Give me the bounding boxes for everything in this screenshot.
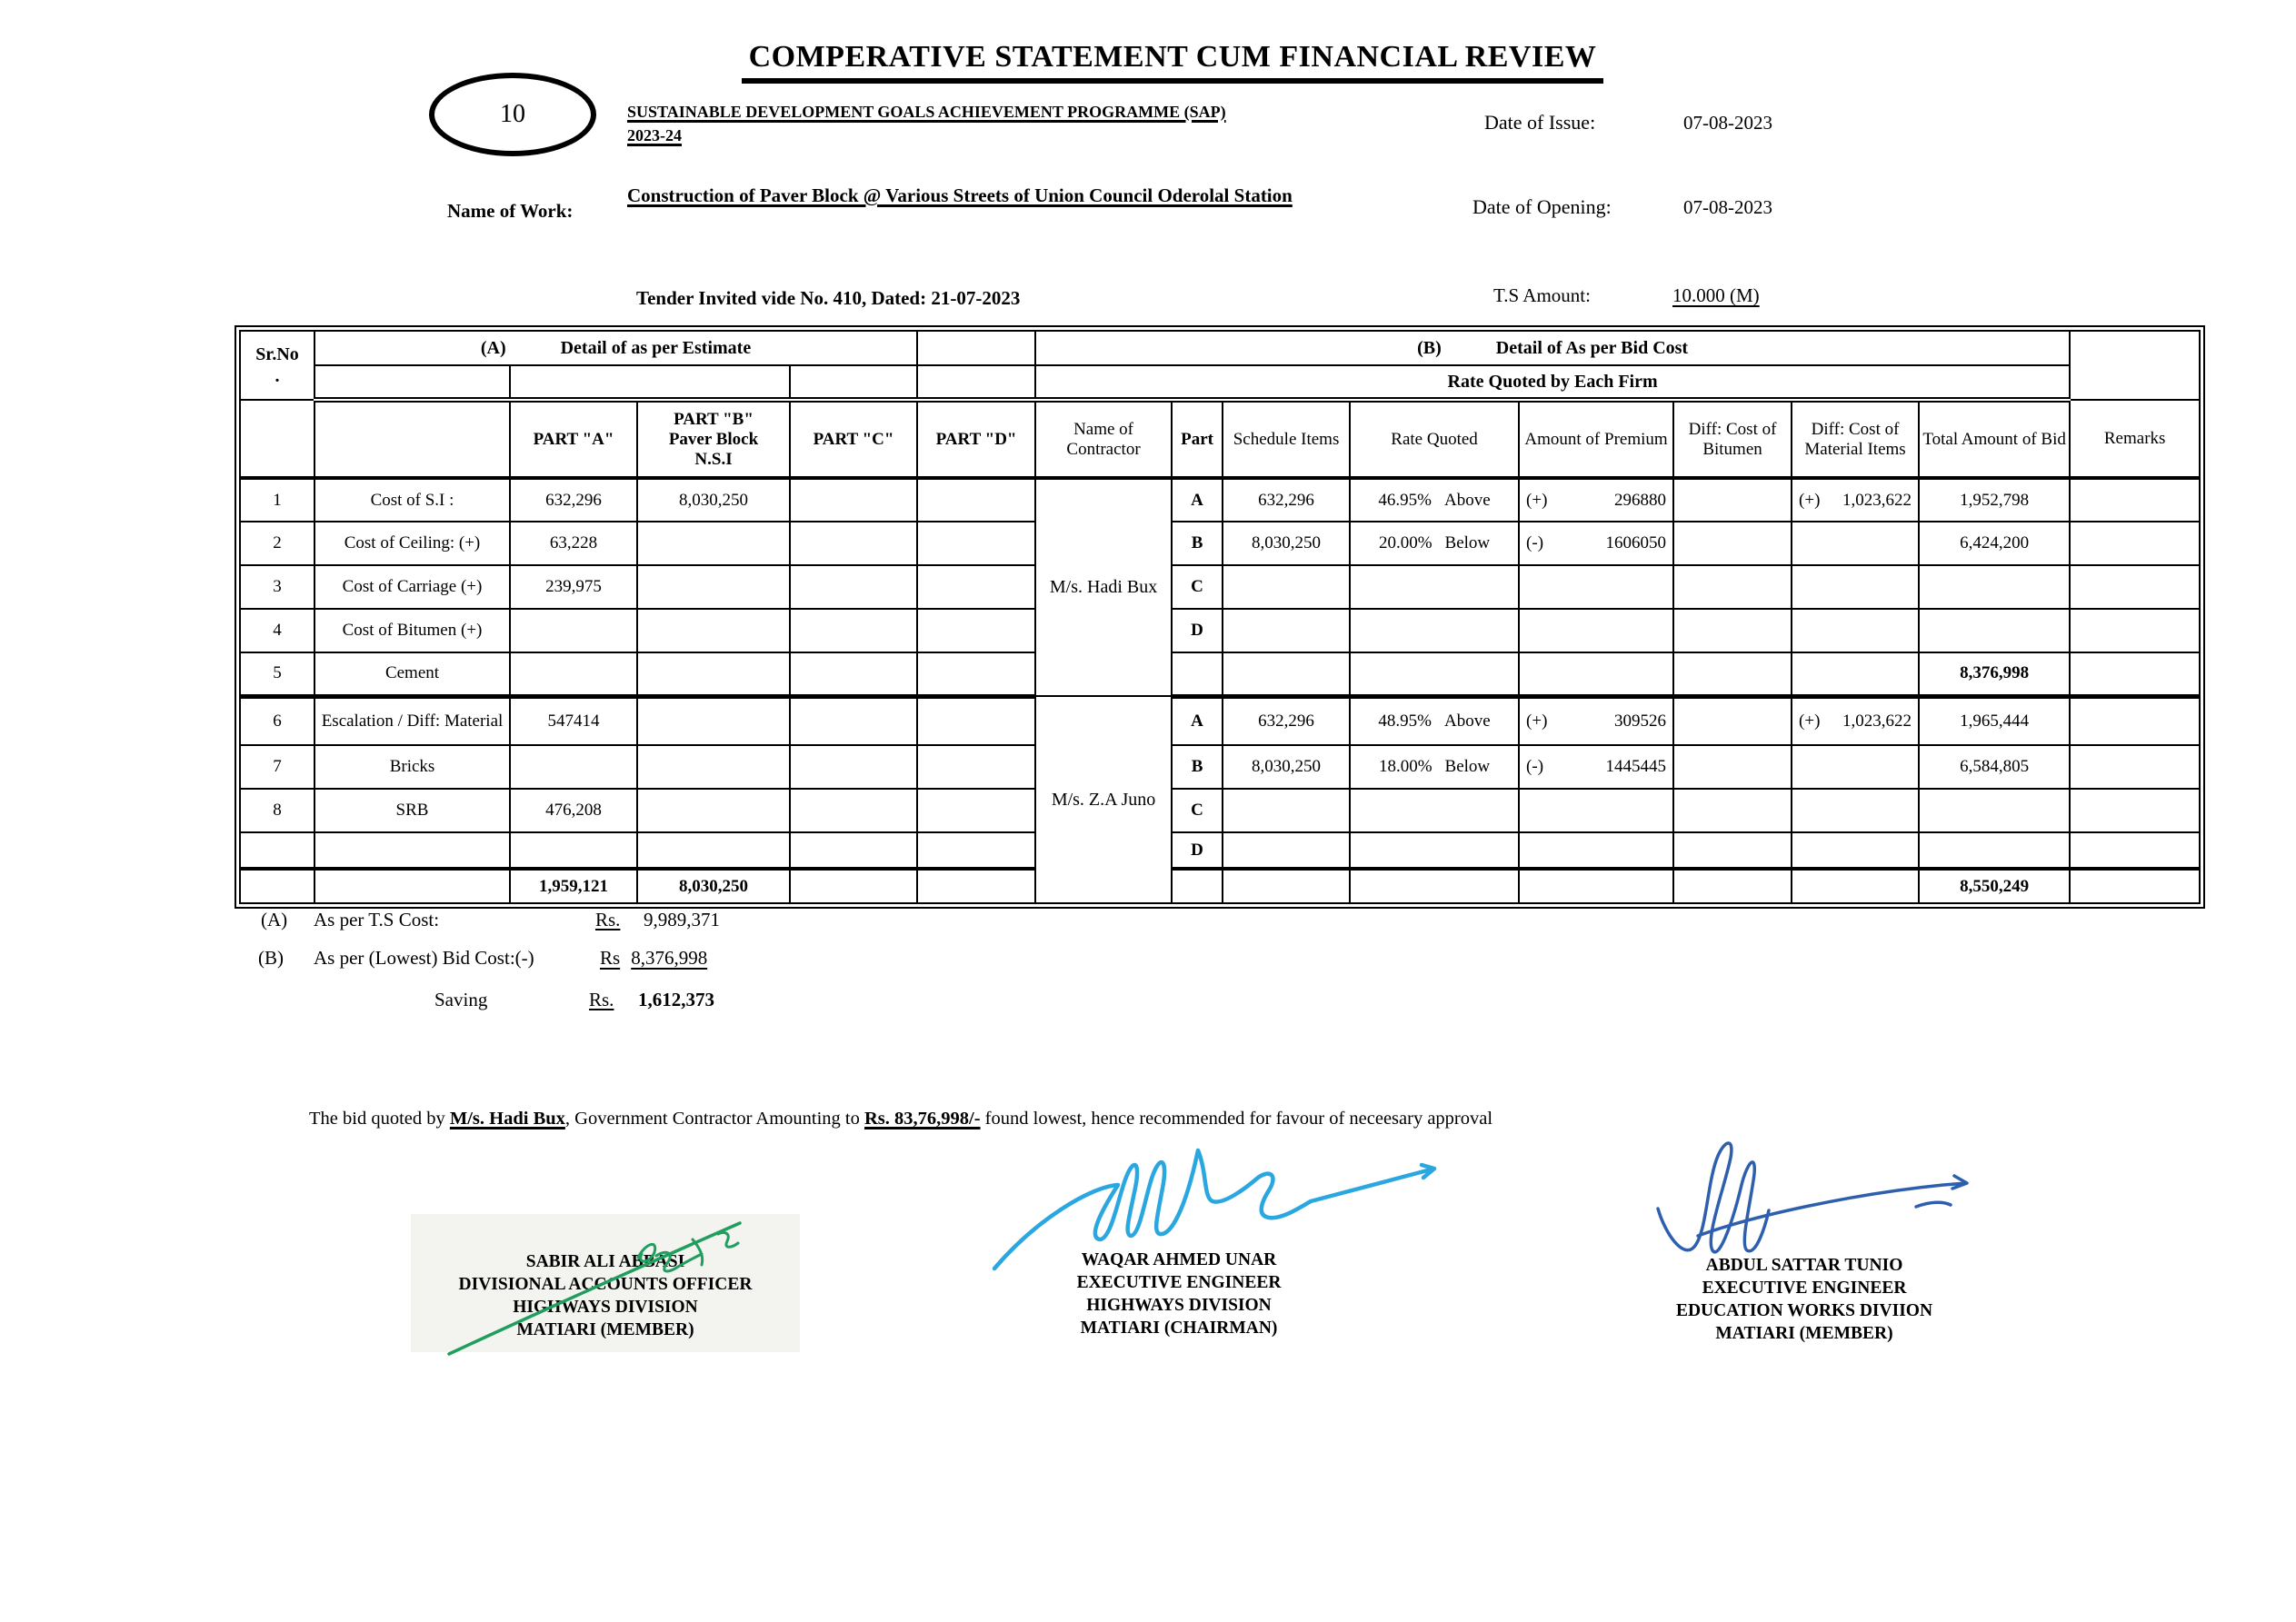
cell-subtotal-za-juno: 8,550,249 [1919,869,2070,903]
section-b-tag: (B) [1417,337,1442,358]
cell-material [1792,789,1919,832]
cell-est-a [510,832,637,869]
cell-part-letter: A [1172,696,1223,745]
page-title [545,40,1800,84]
item-number-circle [429,73,596,156]
rate-pct: 46.95% [1378,490,1432,510]
cell-desc: SRB [314,789,510,832]
prem-val: 1445445 [1605,757,1667,776]
cell-total [1919,609,2070,652]
cell-est-a: 63,228 [510,522,637,565]
cell-bitumen [1673,832,1792,869]
programme-subtitle: SUSTAINABLE DEVELOPMENT GOALS ACHIEVEMENT PROGRAMME (SAP) 2023-24 [627,103,1226,145]
signatory-block-member-1 [405,1250,805,1341]
col-part-d: PART "D" [917,400,1035,478]
summary-b-tag: (B) [258,947,284,969]
cell-est-b [637,696,790,745]
cell-material [1792,696,1919,745]
signatory-name: WAQAR AHMED UNAR [1081,1250,1277,1269]
cell-total: 1,952,798 [1919,478,2070,522]
blank-cell [790,365,917,400]
mat-val: 1,023,622 [1842,490,1912,510]
cell-total [1919,565,2070,609]
cell-est-c [790,478,917,522]
col-bitumen: Diff: Cost of Bitumen [1673,400,1792,478]
section-a-tag: (A) [480,337,506,358]
cell-est-a: 632,296 [510,478,637,522]
cell-remarks [2070,745,2200,789]
cell-est-d [917,745,1035,789]
cell-total: 1,965,444 [1919,696,2070,745]
summary-saving-rs: Rs. [589,989,614,1010]
header-srno-dot: . [275,366,280,386]
blank-cell [1519,869,1673,903]
prem-sign: (-) [1526,533,1544,552]
header-row-columns [240,400,2200,478]
cell-est-c [790,745,917,789]
reco-amount: Rs. 83,76,998/- [863,1109,981,1129]
summary-b-amount [600,947,707,970]
table-row-grand-total [240,869,2200,903]
name-of-work-value: Construction of Paver Block @ Various Streets of Union Council Oderolal Station [627,184,1293,206]
blank-cell [240,869,314,903]
cell-schedule: 632,296 [1223,696,1350,745]
cell-bitumen [1673,745,1792,789]
col-part-a: PART "A" [510,400,637,478]
table-row [240,609,2200,652]
cell-contractor-za-juno: M/s. Z.A Juno [1035,696,1172,903]
date-of-issue-value: 07-08-2023 [1683,112,1772,134]
header-section-a [314,331,917,365]
section-a-title: Detail of as per Estimate [560,337,752,358]
reco-pre: The bid quoted by [309,1109,450,1129]
signature-stroke [1658,1143,1967,1252]
cell-desc: Cost of Bitumen (+) [314,609,510,652]
cell-premium [1519,832,1673,869]
date-of-opening-label: Date of Opening: [1472,195,1612,218]
cell-schedule: 8,030,250 [1223,522,1350,565]
signatory-name: SABIR ALI ABBASI [525,1252,685,1271]
cell-est-c [790,789,917,832]
cell-est-c [790,832,917,869]
mat-val: 1,023,622 [1842,711,1912,731]
rate-dir: Above [1444,490,1491,510]
rate-dir: Below [1444,533,1491,552]
cell-bitumen [1673,478,1792,522]
cell-est-c [790,696,917,745]
cell-remarks [2070,789,2200,832]
cell-rate [1350,478,1519,522]
col-part-b-line2: Paver Block [668,429,759,449]
cell-est-d [917,832,1035,869]
cell-rate [1350,789,1519,832]
signatory-name: ABDUL SATTAR TUNIO [1705,1256,1903,1275]
date-of-opening-value: 07-08-2023 [1683,196,1772,218]
mat-sign: (+) [1799,711,1821,731]
cell-sr: 7 [240,745,314,789]
cell-subtotal-hadi-bux: 8,376,998 [1919,652,2070,696]
cell-rate [1350,565,1519,609]
blank-cell [1673,652,1792,696]
table-row [240,789,2200,832]
cell-part-letter: C [1172,565,1223,609]
cell-desc [314,832,510,869]
rate-dir: Below [1444,757,1491,776]
cell-est-d [917,478,1035,522]
cell-material [1792,745,1919,789]
cell-premium [1519,522,1673,565]
signatory-role: MATIARI (MEMBER) [1715,1324,1893,1343]
signatory-title: EXECUTIVE ENGINEER [1702,1279,1907,1298]
cell-sr [240,832,314,869]
signatory-dept: EDUCATION WORKS DIVIION [1675,1301,1933,1320]
blank-cell [314,365,510,400]
cell-est-d [917,696,1035,745]
col-part-b [637,400,790,478]
blank-cell [314,869,510,903]
header-row-sections [240,331,2200,365]
cell-remarks [2070,832,2200,869]
cell-part-letter: D [1172,609,1223,652]
prem-val: 309526 [1614,711,1667,731]
cell-desc: Cost of Ceiling: (+) [314,522,510,565]
prem-val: 296880 [1614,490,1667,510]
cell-sr: 3 [240,565,314,609]
section-b-title: Detail of As per Bid Cost [1495,337,1689,358]
blank-cell [1223,869,1350,903]
blank-cell [1792,869,1919,903]
blank-cell [1223,652,1350,696]
cell-est-c [790,609,917,652]
cell-remarks [2070,565,2200,609]
cell-total-part-b: 8,030,250 [637,869,790,903]
table-row [240,565,2200,609]
cell-premium [1519,565,1673,609]
signatory-block-member-2 [1604,1254,2004,1345]
col-rate: Rate Quoted [1350,400,1519,478]
blank-cell [2070,652,2200,696]
reco-post: found lowest, hence recommended for favour of neceesary approval [980,1109,1493,1129]
cell-remarks [2070,609,2200,652]
cell-est-b: 8,030,250 [637,478,790,522]
cell-est-a: 476,208 [510,789,637,832]
cell-premium [1519,609,1673,652]
rate-pct: 48.95% [1378,711,1432,731]
cell-premium [1519,789,1673,832]
cell-est-a [510,745,637,789]
cell-est-b [637,609,790,652]
cell-rate [1350,609,1519,652]
header-remarks-gap [2070,331,2200,400]
cell-contractor-hadi-bux: M/s. Hadi Bux [1035,478,1172,696]
header-srno-text: Sr.No [255,344,299,364]
cell-total [1919,789,2070,832]
cell-total-part-a: 1,959,121 [510,869,637,903]
cell-est-c [790,522,917,565]
reco-contractor: M/s. Hadi Bux [449,1109,565,1129]
col-total: Total Amount of Bid [1919,400,2070,478]
cell-total: 6,584,805 [1919,745,2070,789]
date-of-issue-label: Date of Issue: [1484,111,1596,134]
summary-b-value: 8,376,998 [631,947,708,969]
cell-part-letter: A [1172,478,1223,522]
page-title-text: COMPERATIVE STATEMENT CUM FINANCIAL REVIEW [742,40,1604,84]
blank-cell [917,365,1035,400]
col-contractor: Name of Contractor [1035,400,1172,478]
ts-amount-value: 10.000 (M) [1672,284,1760,306]
cell-est-b [637,652,790,696]
header-gap-cell [917,331,1035,365]
summary-saving-label: Saving [434,989,488,1010]
cell-desc: Bricks [314,745,510,789]
cell-est-d [917,522,1035,565]
cell-part-letter: B [1172,745,1223,789]
cell-rate [1350,696,1519,745]
rate-quoted-banner: Rate Quoted by Each Firm [1035,365,2070,400]
cell-remarks [2070,696,2200,745]
cell-premium [1519,696,1673,745]
cell-desc: Escalation / Diff: Material [314,696,510,745]
cell-est-d [917,565,1035,609]
cell-bitumen [1673,565,1792,609]
cell-sr: 2 [240,522,314,565]
cell-material [1792,609,1919,652]
cell-desc: Cost of S.I : [314,478,510,522]
recommendation-line [309,1109,1800,1129]
cell-desc: Cost of Carriage (+) [314,565,510,609]
summary-saving-value: 1,612,373 [638,989,714,1010]
signatory-role: MATIARI (CHAIRMAN) [1080,1318,1278,1338]
cell-sr: 6 [240,696,314,745]
signatory-dept: HIGHWAYS DIVISION [513,1298,698,1317]
cell-est-a [510,609,637,652]
cell-rate [1350,745,1519,789]
reco-mid: , Government Contractor Amounting to [564,1109,864,1129]
cell-est-b [637,832,790,869]
table-row [240,832,2200,869]
table-row [240,745,2200,789]
prem-sign: (+) [1526,490,1548,510]
blank-cell [2070,869,2200,903]
col-premium: Amount of Premium [1519,400,1673,478]
signatory-block-chairman [979,1249,1379,1339]
signatory-dept: HIGHWAYS DIVISION [1086,1296,1272,1315]
blank-cell [790,869,917,903]
summary-a-rs: Rs. [595,909,621,930]
col-remarks: Remarks [2070,400,2200,478]
summary-a-label: As per T.S Cost: [314,909,440,930]
table-row [240,696,2200,745]
table-row [240,478,2200,522]
name-of-work-label: Name of Work: [447,200,574,222]
blank-cell [1350,869,1519,903]
cell-est-b [637,789,790,832]
comparative-table [239,330,2201,904]
tender-invited-line: Tender Invited vide No. 410, Dated: 21-07-2023 [636,287,1021,309]
cell-schedule [1223,832,1350,869]
item-number: 10 [500,100,525,128]
cell-est-d [917,789,1035,832]
cell-bitumen [1673,696,1792,745]
col-schedule: Schedule Items [1223,400,1350,478]
blank-cell [917,869,1035,903]
cell-total: 6,424,200 [1919,522,2070,565]
cell-premium [1519,478,1673,522]
signatory-title: DIVISIONAL ACCOUNTS OFFICER [458,1275,753,1294]
rate-dir: Above [1444,711,1491,731]
blank-cell [1172,652,1223,696]
cell-est-d [917,652,1035,696]
rate-pct: 18.00% [1378,757,1433,776]
cell-premium [1519,745,1673,789]
summary-b-label: As per (Lowest) Bid Cost:(-) [314,947,534,969]
blank-cell [1350,652,1519,696]
cell-part-letter: B [1172,522,1223,565]
cell-bitumen [1673,609,1792,652]
cell-material [1792,565,1919,609]
header-row-banner [240,365,2200,400]
table-row-subtotal-hadi-bux [240,652,2200,696]
cell-schedule: 8,030,250 [1223,745,1350,789]
cell-est-c [790,565,917,609]
col-part-b-line1: PART "B" [674,409,754,429]
cell-sr: 5 [240,652,314,696]
cell-schedule [1223,565,1350,609]
blank-cell [1172,869,1223,903]
cell-remarks [2070,522,2200,565]
cell-sr: 8 [240,789,314,832]
cell-material [1792,478,1919,522]
signatory-title: EXECUTIVE ENGINEER [1076,1273,1282,1292]
col-part: Part [1172,400,1223,478]
cell-bitumen [1673,789,1792,832]
cell-est-a: 547414 [510,696,637,745]
cell-schedule [1223,789,1350,832]
header-srno [240,331,314,400]
prem-val: 1606050 [1605,533,1667,552]
cell-schedule: 632,296 [1223,478,1350,522]
cell-est-b [637,745,790,789]
cell-part-letter: C [1172,789,1223,832]
summary-b-rs: Rs [600,947,621,969]
cell-est-d [917,609,1035,652]
cell-desc: Cement [314,652,510,696]
col-material: Diff: Cost of Material Items [1792,400,1919,478]
cell-rate [1350,832,1519,869]
blank-cell [1673,869,1792,903]
blank-cell [1519,652,1673,696]
cell-est-a: 239,975 [510,565,637,609]
header-section-b [1035,331,2070,365]
cell-part-letter: D [1172,832,1223,869]
prem-sign: (+) [1526,711,1548,731]
col-part-c: PART "C" [790,400,917,478]
blank-cell [510,365,790,400]
summary-a-tag: (A) [261,909,288,930]
summary-a-value: 9,989,371 [644,909,720,930]
cell-sr: 4 [240,609,314,652]
cell-schedule [1223,609,1350,652]
signatory-role: MATIARI (MEMBER) [516,1320,694,1339]
blank-cell [1792,652,1919,696]
cell-est-b [637,522,790,565]
comparative-table-wrap [239,330,2201,904]
ts-amount-label: T.S Amount: [1493,284,1591,306]
mat-sign: (+) [1799,490,1821,510]
cell-material [1792,522,1919,565]
prem-sign: (-) [1526,757,1544,776]
table-row [240,522,2200,565]
blank-cell [314,400,510,478]
cell-remarks [2070,478,2200,522]
cell-rate [1350,522,1519,565]
cell-total [1919,832,2070,869]
cell-material [1792,832,1919,869]
col-part-b-line3: N.S.I [694,449,733,469]
rate-pct: 20.00% [1378,533,1433,552]
cell-est-c [790,652,917,696]
cell-est-a [510,652,637,696]
cell-est-b [637,565,790,609]
cell-bitumen [1673,522,1792,565]
blank-cell [240,400,314,478]
cell-sr: 1 [240,478,314,522]
